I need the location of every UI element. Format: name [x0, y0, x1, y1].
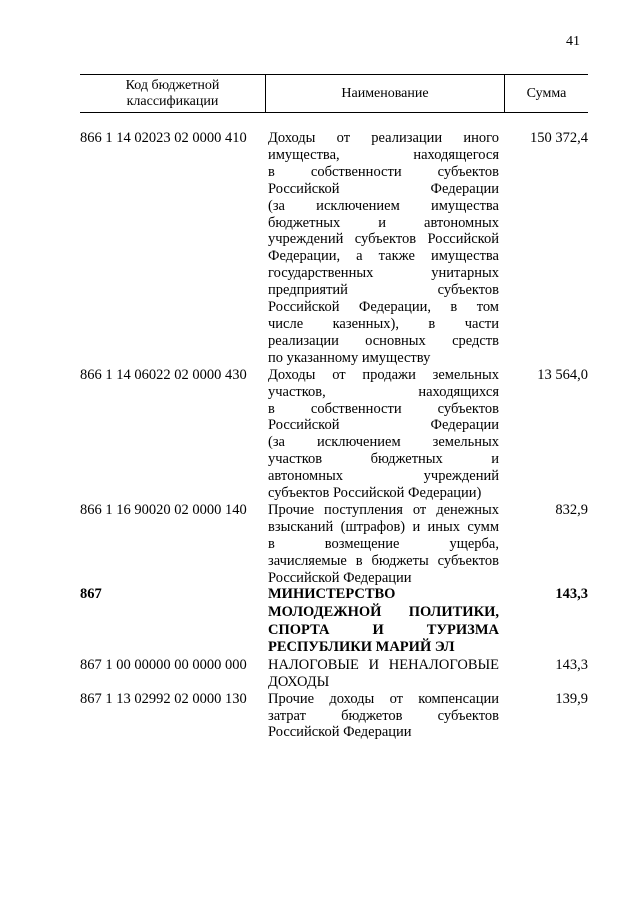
row-name-line: в собственности субъектов: [268, 163, 499, 180]
row-name-line: взысканий (штрафов) и иных сумм: [268, 518, 499, 535]
header-code: Код бюджетной классификации: [80, 75, 266, 112]
table-row: [80, 502, 588, 587]
row-name-line: Прочие доходы от компенсации: [268, 690, 499, 707]
row-name: [268, 657, 499, 691]
row-name-line: Прочие поступления от денежных: [268, 501, 499, 518]
row-name-line: Федерации, а также имущества: [268, 248, 499, 265]
row-name-line: НАЛОГОВЫЕ И НЕНАЛОГОВЫЕ: [268, 656, 499, 673]
row-name-line: РЕСПУБЛИКИ МАРИЙ ЭЛ: [268, 639, 455, 656]
row-name-line: субъектов Российской Федерации): [268, 485, 482, 502]
header-name: Наименование: [266, 75, 505, 112]
row-name-line: автономных учреждений: [268, 468, 499, 485]
row-code: 866 1 14 06022 02 0000 430: [80, 366, 247, 383]
row-name-line: государственных унитарных: [268, 265, 499, 282]
row-name-line: Российской Федерации: [268, 417, 499, 434]
row-name-line: МИНИСТЕРСТВО: [268, 586, 396, 603]
row-name: [268, 586, 499, 656]
row-name: [268, 691, 499, 742]
row-name-line: СПОРТА И ТУРИЗМА: [268, 621, 499, 638]
row-name-line: числе казенных), в части: [268, 315, 499, 332]
row-name-line: зачисляемые в бюджеты субъектов: [268, 552, 499, 569]
row-name-line: МОЛОДЕЖНОЙ ПОЛИТИКИ,: [268, 604, 499, 621]
row-name-line: Доходы от продажи земельных: [268, 366, 499, 383]
table-row: [80, 586, 588, 656]
row-name-line: имущества, находящегося: [268, 146, 499, 163]
row-name-line: учреждений субъектов Российской: [268, 231, 499, 248]
row-name-line: Российской Федерации, в том: [268, 299, 499, 316]
row-sum: 13 564,0: [537, 366, 588, 383]
row-name: [268, 130, 499, 367]
table-row: [80, 367, 588, 502]
page-number: 41: [566, 34, 580, 49]
row-code: 866 1 16 90020 02 0000 140: [80, 501, 247, 518]
row-name-line: участков бюджетных и: [268, 451, 499, 468]
table-row: [80, 691, 588, 742]
row-name-line: в возмещение ущерба,: [268, 535, 499, 552]
row-name-line: предприятий субъектов: [268, 282, 499, 299]
row-name: [268, 367, 499, 502]
row-code: 867: [80, 586, 102, 603]
row-name-line: Российской Федерации: [268, 724, 412, 741]
table-body: [80, 130, 588, 741]
row-name-line: Российской Федерации: [268, 569, 412, 586]
row-sum: 832,9: [555, 501, 588, 518]
row-sum: 143,3: [555, 586, 588, 603]
header-sum: Сумма: [526, 85, 567, 101]
table-header: [80, 74, 588, 113]
row-name-line: Доходы от реализации иного: [268, 130, 499, 146]
table-row: [80, 657, 588, 691]
table-row: [80, 130, 588, 367]
row-sum: 143,3: [555, 656, 588, 673]
row-code: 867 1 00 00000 00 0000 000: [80, 656, 247, 673]
row-name-line: в собственности субъектов: [268, 400, 499, 417]
row-name-line: по указанному имуществу: [268, 349, 431, 366]
row-name: [268, 502, 499, 587]
row-name-line: бюджетных и автономных: [268, 214, 499, 231]
row-name-line: затрат бюджетов субъектов: [268, 707, 499, 724]
row-name-line: ДОХОДЫ: [268, 673, 330, 690]
row-sum: 139,9: [555, 690, 588, 707]
row-name-line: реализации основных средств: [268, 332, 499, 349]
row-name-line: участков, находящихся: [268, 383, 499, 400]
row-name-line: (за исключением земельных: [268, 434, 499, 451]
row-code: 867 1 13 02992 02 0000 130: [80, 690, 247, 707]
row-name-line: Российской Федерации: [268, 180, 499, 197]
row-code: 866 1 14 02023 02 0000 410: [80, 130, 247, 146]
row-name-line: (за исключением имущества: [268, 197, 499, 214]
row-sum: 150 372,4: [530, 130, 588, 146]
